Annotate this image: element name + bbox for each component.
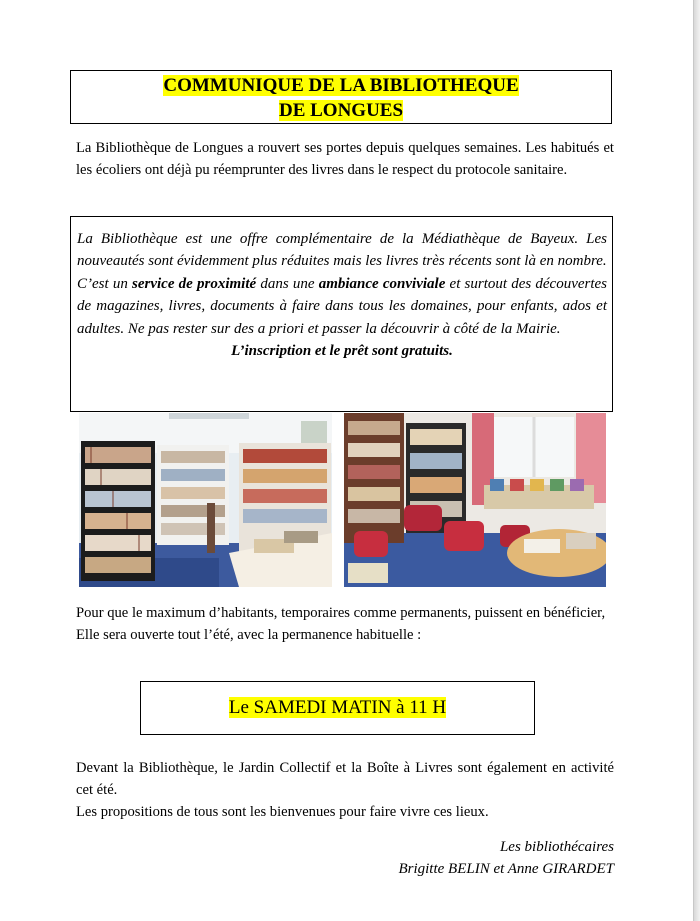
title-line-2: DE LONGUES [278, 100, 404, 121]
schedule-box [140, 681, 535, 735]
emphasis-ambiance: ambiance conviviale [318, 275, 446, 292]
closing-paragraph [76, 757, 614, 823]
intro-paragraph: La Bibliothèque de Longues a rouvert ses portes depuis quelques semaines. Les habitués et les écoliers ont déjà pu réemprunter des livres dans le respect du protocole sanitaire. [76, 140, 614, 178]
signature [398, 836, 614, 880]
closing-line-2: Les propositions de tous sont les bienvenues pour faire vivre ces lieux. [76, 804, 489, 820]
title-line-1: COMMUNIQUE DE LA BIBLIOTHEQUE [163, 75, 519, 96]
signature-line-2: Brigitte BELIN et Anne GIRARDET [398, 861, 614, 877]
closing-line-1: Devant la Bibliothèque, le Jardin Collectif et la Boîte à Livres sont également en activité cet été. [76, 760, 614, 798]
page-edge [693, 0, 700, 921]
title-box [70, 70, 612, 124]
signature-line-1: Les bibliothécaires [499, 839, 614, 855]
opening-line-1: Pour que le maximum d’habitants, temporaires comme permanents, puissent en bénéficier, [76, 605, 606, 621]
info-free-line: L’inscription et le prêt sont gratuits. [231, 343, 453, 360]
opening-line-2: Elle sera ouverte tout l’été, avec la permanence habituelle : [76, 627, 422, 643]
opening-paragraph [76, 602, 614, 646]
schedule-text: Le SAMEDI MATIN à 11 H [228, 697, 447, 718]
info-box [70, 216, 613, 412]
library-photo-1 [79, 413, 332, 587]
emphasis-service: service de proximité [132, 275, 257, 292]
info-paragraph-2: C’est un service de proximité dans une ambiance conviviale et surtout des découvertes de magazines, livres, documents à faire dans tous les domaines, pour enfants, ados et adultes. Ne pas rester sur des a priori et passer la découvrir à côté de la Mairie. [77, 275, 608, 337]
library-photo-2 [344, 413, 606, 587]
info-paragraph-1: La Bibliothèque est une offre complémentaire de la Médiathèque de Bayeux. Les nouveautés sont évidemment plus réduites mais les livres très récents sont là en nombre. [77, 231, 607, 270]
